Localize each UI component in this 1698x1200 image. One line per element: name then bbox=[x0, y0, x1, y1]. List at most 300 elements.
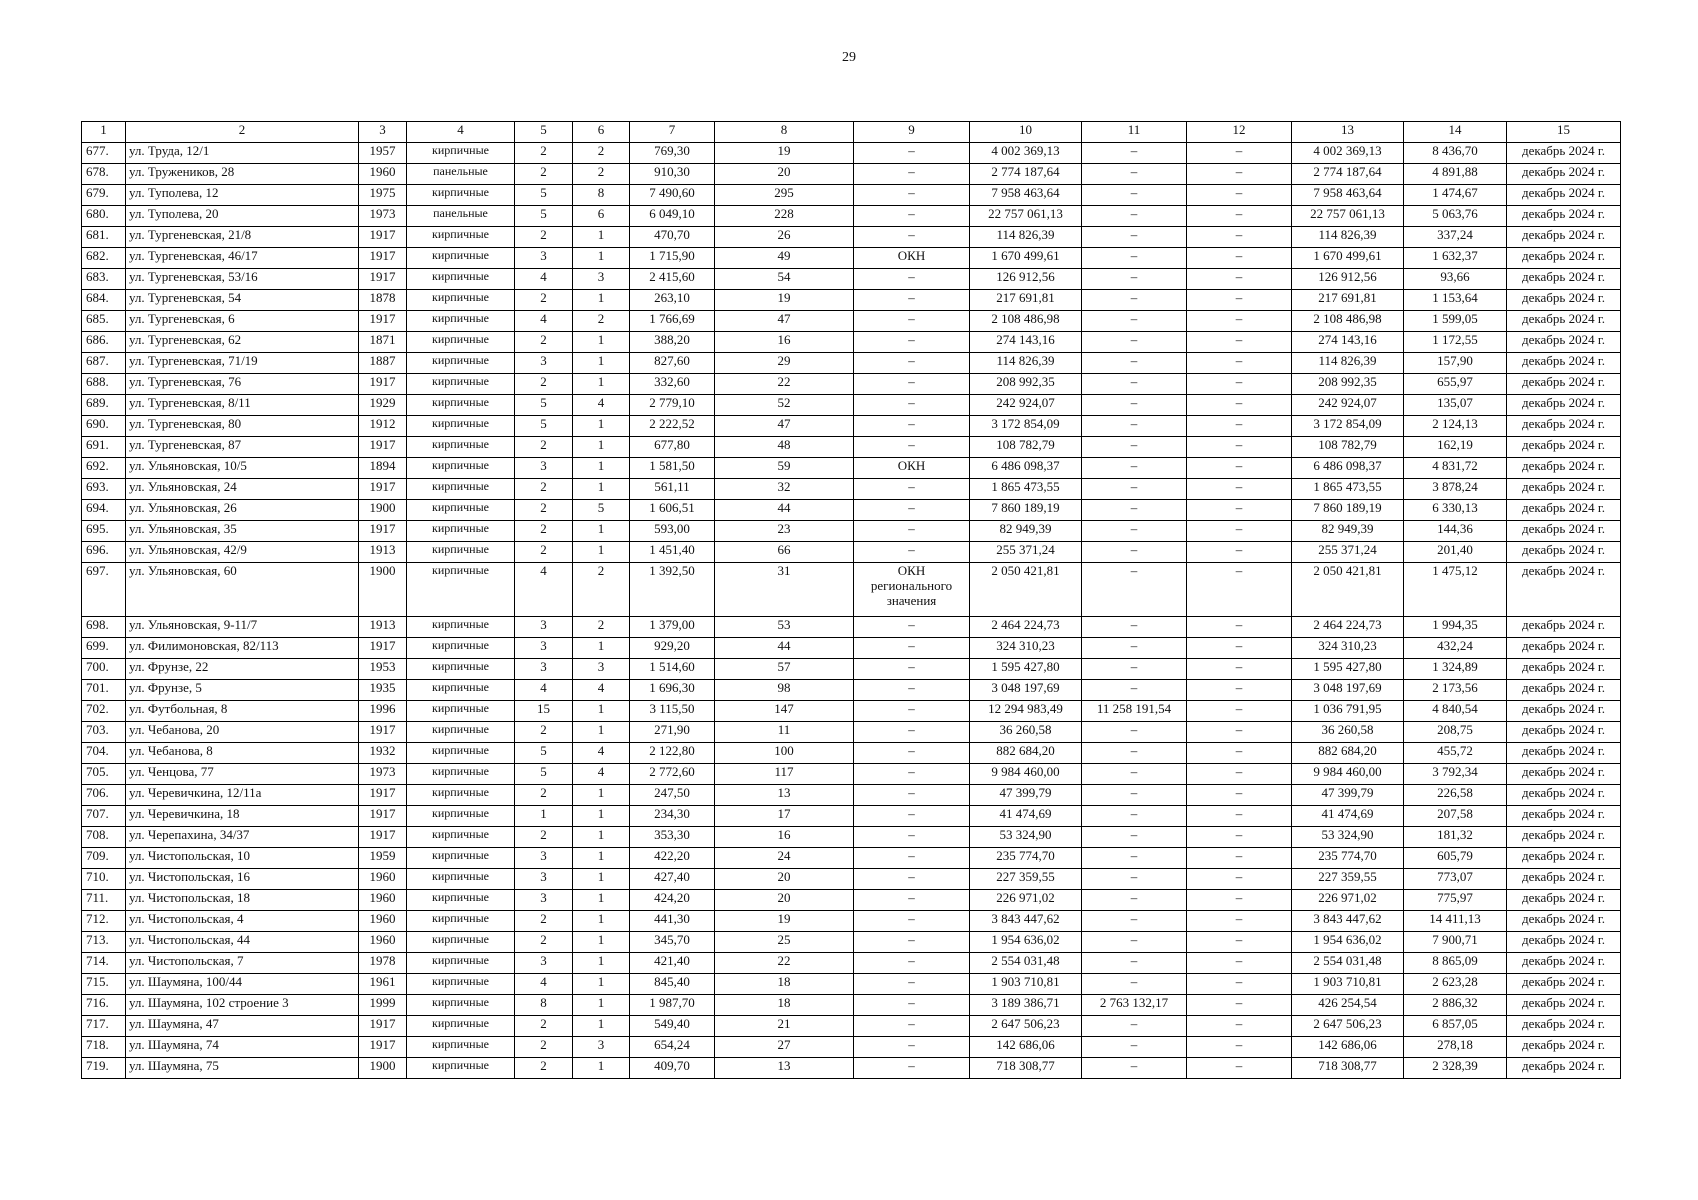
table-row bbox=[82, 206, 1621, 227]
cell-total-cost: 2 050 421,81 bbox=[970, 563, 1082, 617]
cell-year-built: 1917 bbox=[359, 374, 407, 395]
cell-total-cost: 126 912,56 bbox=[970, 269, 1082, 290]
cell-area: 549,40 bbox=[630, 1016, 715, 1037]
cell-year-built: 1929 bbox=[359, 395, 407, 416]
table-row bbox=[82, 185, 1621, 206]
cell-entrances: 3 bbox=[573, 659, 630, 680]
cell-cost-13: 227 359,55 bbox=[1292, 869, 1404, 890]
cell-wall-material: кирпичные bbox=[407, 269, 515, 290]
cell-entrances: 8 bbox=[573, 185, 630, 206]
cell-area: 1 606,51 bbox=[630, 500, 715, 521]
cell-heritage-status: – bbox=[854, 227, 970, 248]
cell-deadline: декабрь 2024 г. bbox=[1507, 332, 1621, 353]
cell-floors: 2 bbox=[515, 479, 573, 500]
cell-cost-11: – bbox=[1082, 500, 1187, 521]
cell-total-cost: 718 308,77 bbox=[970, 1058, 1082, 1079]
cell-area: 421,40 bbox=[630, 953, 715, 974]
cell-cost-13: 3 843 447,62 bbox=[1292, 911, 1404, 932]
cell-area: 910,30 bbox=[630, 164, 715, 185]
cell-deadline: декабрь 2024 г. bbox=[1507, 680, 1621, 701]
cell-cost-12: – bbox=[1187, 353, 1292, 374]
cell-cost-12: – bbox=[1187, 416, 1292, 437]
cell-row-number: 695. bbox=[82, 521, 126, 542]
table-row bbox=[82, 764, 1621, 785]
cell-floors: 2 bbox=[515, 332, 573, 353]
cell-cost-per-unit: 201,40 bbox=[1404, 542, 1507, 563]
cell-cost-12: – bbox=[1187, 743, 1292, 764]
column-header: 11 bbox=[1082, 122, 1187, 143]
cell-residents: 53 bbox=[715, 617, 854, 638]
cell-wall-material: кирпичные bbox=[407, 974, 515, 995]
cell-year-built: 1900 bbox=[359, 563, 407, 617]
cell-entrances: 1 bbox=[573, 995, 630, 1016]
table-row bbox=[82, 227, 1621, 248]
cell-residents: 117 bbox=[715, 764, 854, 785]
cell-address: ул. Черевичкина, 12/11а bbox=[126, 785, 359, 806]
cell-deadline: декабрь 2024 г. bbox=[1507, 479, 1621, 500]
cell-cost-12: – bbox=[1187, 458, 1292, 479]
cell-cost-13: 114 826,39 bbox=[1292, 353, 1404, 374]
cell-heritage-status: – bbox=[854, 785, 970, 806]
cell-address: ул. Тружеников, 28 bbox=[126, 164, 359, 185]
table-row bbox=[82, 638, 1621, 659]
column-header: 1 bbox=[82, 122, 126, 143]
cell-cost-13: 2 050 421,81 bbox=[1292, 563, 1404, 617]
cell-deadline: декабрь 2024 г. bbox=[1507, 164, 1621, 185]
cell-cost-per-unit: 14 411,13 bbox=[1404, 911, 1507, 932]
column-header: 13 bbox=[1292, 122, 1404, 143]
cell-total-cost: 7 860 189,19 bbox=[970, 500, 1082, 521]
cell-wall-material: кирпичные bbox=[407, 143, 515, 164]
cell-entrances: 1 bbox=[573, 437, 630, 458]
cell-cost-per-unit: 7 900,71 bbox=[1404, 932, 1507, 953]
cell-residents: 16 bbox=[715, 332, 854, 353]
cell-address: ул. Чебанова, 8 bbox=[126, 743, 359, 764]
cell-cost-12: – bbox=[1187, 227, 1292, 248]
cell-floors: 2 bbox=[515, 227, 573, 248]
cell-deadline: декабрь 2024 г. bbox=[1507, 911, 1621, 932]
table-row bbox=[82, 164, 1621, 185]
cell-cost-13: 41 474,69 bbox=[1292, 806, 1404, 827]
cell-deadline: декабрь 2024 г. bbox=[1507, 995, 1621, 1016]
cell-row-number: 692. bbox=[82, 458, 126, 479]
cell-total-cost: 7 958 463,64 bbox=[970, 185, 1082, 206]
cell-wall-material: панельные bbox=[407, 206, 515, 227]
cell-heritage-status: – bbox=[854, 974, 970, 995]
cell-cost-per-unit: 1 172,55 bbox=[1404, 332, 1507, 353]
cell-total-cost: 1 903 710,81 bbox=[970, 974, 1082, 995]
cell-residents: 19 bbox=[715, 290, 854, 311]
cell-total-cost: 4 002 369,13 bbox=[970, 143, 1082, 164]
cell-row-number: 713. bbox=[82, 932, 126, 953]
cell-entrances: 4 bbox=[573, 764, 630, 785]
cell-row-number: 681. bbox=[82, 227, 126, 248]
cell-cost-per-unit: 455,72 bbox=[1404, 743, 1507, 764]
cell-wall-material: кирпичные bbox=[407, 479, 515, 500]
cell-wall-material: кирпичные bbox=[407, 806, 515, 827]
cell-address: ул. Тургеневская, 87 bbox=[126, 437, 359, 458]
cell-cost-12: – bbox=[1187, 764, 1292, 785]
cell-residents: 44 bbox=[715, 500, 854, 521]
cell-row-number: 677. bbox=[82, 143, 126, 164]
table-row bbox=[82, 890, 1621, 911]
cell-cost-13: 2 774 187,64 bbox=[1292, 164, 1404, 185]
cell-heritage-status: – bbox=[854, 890, 970, 911]
cell-total-cost: 217 691,81 bbox=[970, 290, 1082, 311]
cell-residents: 22 bbox=[715, 953, 854, 974]
cell-wall-material: панельные bbox=[407, 164, 515, 185]
cell-total-cost: 882 684,20 bbox=[970, 743, 1082, 764]
table-row bbox=[82, 437, 1621, 458]
cell-cost-13: 2 464 224,73 bbox=[1292, 617, 1404, 638]
cell-floors: 3 bbox=[515, 953, 573, 974]
cell-cost-11: – bbox=[1082, 164, 1187, 185]
cell-cost-11: – bbox=[1082, 395, 1187, 416]
column-header: 2 bbox=[126, 122, 359, 143]
cell-address: ул. Тургеневская, 8/11 bbox=[126, 395, 359, 416]
cell-entrances: 1 bbox=[573, 638, 630, 659]
cell-cost-12: – bbox=[1187, 248, 1292, 269]
cell-deadline: декабрь 2024 г. bbox=[1507, 743, 1621, 764]
cell-wall-material: кирпичные bbox=[407, 395, 515, 416]
table-row bbox=[82, 995, 1621, 1016]
cell-heritage-status: – bbox=[854, 932, 970, 953]
cell-area: 1 715,90 bbox=[630, 248, 715, 269]
cell-year-built: 1999 bbox=[359, 995, 407, 1016]
cell-deadline: декабрь 2024 г. bbox=[1507, 458, 1621, 479]
cell-area: 1 392,50 bbox=[630, 563, 715, 617]
cell-cost-per-unit: 135,07 bbox=[1404, 395, 1507, 416]
cell-cost-per-unit: 3 792,34 bbox=[1404, 764, 1507, 785]
cell-cost-12: – bbox=[1187, 638, 1292, 659]
cell-residents: 47 bbox=[715, 416, 854, 437]
cell-heritage-status: – bbox=[854, 638, 970, 659]
cell-deadline: декабрь 2024 г. bbox=[1507, 437, 1621, 458]
cell-cost-11: – bbox=[1082, 227, 1187, 248]
cell-cost-11: – bbox=[1082, 764, 1187, 785]
cell-total-cost: 324 310,23 bbox=[970, 638, 1082, 659]
cell-cost-11: – bbox=[1082, 890, 1187, 911]
cell-cost-12: – bbox=[1187, 332, 1292, 353]
cell-row-number: 696. bbox=[82, 542, 126, 563]
cell-row-number: 716. bbox=[82, 995, 126, 1016]
table-row bbox=[82, 332, 1621, 353]
cell-area: 234,30 bbox=[630, 806, 715, 827]
cell-residents: 31 bbox=[715, 563, 854, 617]
cell-address: ул. Ульяновская, 60 bbox=[126, 563, 359, 617]
cell-heritage-status: – bbox=[854, 722, 970, 743]
cell-floors: 5 bbox=[515, 185, 573, 206]
cell-cost-13: 1 865 473,55 bbox=[1292, 479, 1404, 500]
table-row bbox=[82, 701, 1621, 722]
cell-residents: 18 bbox=[715, 995, 854, 1016]
cell-year-built: 1894 bbox=[359, 458, 407, 479]
cell-heritage-status: – bbox=[854, 269, 970, 290]
cell-total-cost: 53 324,90 bbox=[970, 827, 1082, 848]
cell-address: ул. Филимоновская, 82/113 bbox=[126, 638, 359, 659]
cell-heritage-status: – bbox=[854, 953, 970, 974]
cell-row-number: 684. bbox=[82, 290, 126, 311]
cell-area: 1 581,50 bbox=[630, 458, 715, 479]
cell-cost-11: – bbox=[1082, 437, 1187, 458]
cell-entrances: 1 bbox=[573, 848, 630, 869]
cell-cost-12: – bbox=[1187, 953, 1292, 974]
cell-total-cost: 2 647 506,23 bbox=[970, 1016, 1082, 1037]
cell-cost-12: – bbox=[1187, 659, 1292, 680]
cell-area: 2 779,10 bbox=[630, 395, 715, 416]
cell-heritage-status: – bbox=[854, 206, 970, 227]
cell-floors: 3 bbox=[515, 869, 573, 890]
cell-heritage-status: – bbox=[854, 743, 970, 764]
cell-cost-per-unit: 2 173,56 bbox=[1404, 680, 1507, 701]
cell-cost-per-unit: 1 994,35 bbox=[1404, 617, 1507, 638]
cell-entrances: 3 bbox=[573, 1037, 630, 1058]
cell-residents: 228 bbox=[715, 206, 854, 227]
cell-floors: 2 bbox=[515, 542, 573, 563]
column-header: 12 bbox=[1187, 122, 1292, 143]
table-row bbox=[82, 722, 1621, 743]
cell-residents: 32 bbox=[715, 479, 854, 500]
cell-row-number: 719. bbox=[82, 1058, 126, 1079]
cell-total-cost: 226 971,02 bbox=[970, 890, 1082, 911]
cell-row-number: 680. bbox=[82, 206, 126, 227]
cell-address: ул. Туполева, 20 bbox=[126, 206, 359, 227]
cell-row-number: 693. bbox=[82, 479, 126, 500]
cell-residents: 57 bbox=[715, 659, 854, 680]
cell-area: 593,00 bbox=[630, 521, 715, 542]
cell-floors: 3 bbox=[515, 659, 573, 680]
cell-total-cost: 1 954 636,02 bbox=[970, 932, 1082, 953]
cell-row-number: 715. bbox=[82, 974, 126, 995]
column-header: 8 bbox=[715, 122, 854, 143]
cell-cost-per-unit: 207,58 bbox=[1404, 806, 1507, 827]
cell-deadline: декабрь 2024 г. bbox=[1507, 206, 1621, 227]
column-header: 10 bbox=[970, 122, 1082, 143]
cell-total-cost: 227 359,55 bbox=[970, 869, 1082, 890]
cell-floors: 2 bbox=[515, 374, 573, 395]
cell-wall-material: кирпичные bbox=[407, 722, 515, 743]
cell-cost-12: – bbox=[1187, 290, 1292, 311]
cell-year-built: 1960 bbox=[359, 164, 407, 185]
cell-cost-11: – bbox=[1082, 743, 1187, 764]
cell-address: ул. Чебанова, 20 bbox=[126, 722, 359, 743]
cell-heritage-status: – bbox=[854, 659, 970, 680]
cell-deadline: декабрь 2024 г. bbox=[1507, 638, 1621, 659]
cell-cost-11: – bbox=[1082, 374, 1187, 395]
cell-cost-per-unit: 6 857,05 bbox=[1404, 1016, 1507, 1037]
cell-total-cost: 3 189 386,71 bbox=[970, 995, 1082, 1016]
cell-cost-12: – bbox=[1187, 1037, 1292, 1058]
cell-cost-12: – bbox=[1187, 521, 1292, 542]
cell-cost-per-unit: 1 153,64 bbox=[1404, 290, 1507, 311]
cell-row-number: 685. bbox=[82, 311, 126, 332]
cell-wall-material: кирпичные bbox=[407, 995, 515, 1016]
cell-cost-12: – bbox=[1187, 974, 1292, 995]
cell-address: ул. Ульяновская, 42/9 bbox=[126, 542, 359, 563]
cell-heritage-status: – bbox=[854, 869, 970, 890]
cell-heritage-status: – bbox=[854, 764, 970, 785]
cell-address: ул. Чистопольская, 44 bbox=[126, 932, 359, 953]
cell-cost-13: 2 647 506,23 bbox=[1292, 1016, 1404, 1037]
cell-deadline: декабрь 2024 г. bbox=[1507, 848, 1621, 869]
cell-year-built: 1917 bbox=[359, 521, 407, 542]
cell-residents: 44 bbox=[715, 638, 854, 659]
cell-residents: 295 bbox=[715, 185, 854, 206]
table-row bbox=[82, 395, 1621, 416]
cell-cost-11: – bbox=[1082, 869, 1187, 890]
cell-heritage-status: – bbox=[854, 680, 970, 701]
cell-deadline: декабрь 2024 г. bbox=[1507, 722, 1621, 743]
cell-wall-material: кирпичные bbox=[407, 227, 515, 248]
cell-floors: 5 bbox=[515, 743, 573, 764]
cell-address: ул. Чистопольская, 7 bbox=[126, 953, 359, 974]
table-row bbox=[82, 1016, 1621, 1037]
cell-year-built: 1960 bbox=[359, 869, 407, 890]
cell-wall-material: кирпичные bbox=[407, 458, 515, 479]
cell-wall-material: кирпичные bbox=[407, 290, 515, 311]
cell-total-cost: 142 686,06 bbox=[970, 1037, 1082, 1058]
table-row bbox=[82, 848, 1621, 869]
cell-cost-11: – bbox=[1082, 806, 1187, 827]
cell-wall-material: кирпичные bbox=[407, 500, 515, 521]
table-row bbox=[82, 143, 1621, 164]
cell-total-cost: 3 843 447,62 bbox=[970, 911, 1082, 932]
table-row bbox=[82, 743, 1621, 764]
cell-cost-per-unit: 162,19 bbox=[1404, 437, 1507, 458]
cell-residents: 17 bbox=[715, 806, 854, 827]
cell-cost-per-unit: 2 124,13 bbox=[1404, 416, 1507, 437]
cell-area: 470,70 bbox=[630, 227, 715, 248]
cell-cost-11: – bbox=[1082, 143, 1187, 164]
cell-row-number: 679. bbox=[82, 185, 126, 206]
cell-heritage-status: – bbox=[854, 437, 970, 458]
cell-entrances: 1 bbox=[573, 1058, 630, 1079]
cell-cost-12: – bbox=[1187, 185, 1292, 206]
cell-deadline: декабрь 2024 г. bbox=[1507, 521, 1621, 542]
cell-cost-12: – bbox=[1187, 500, 1292, 521]
cell-cost-13: 208 992,35 bbox=[1292, 374, 1404, 395]
cell-address: ул. Тургеневская, 53/16 bbox=[126, 269, 359, 290]
cell-row-number: 699. bbox=[82, 638, 126, 659]
cell-address: ул. Шаумяна, 47 bbox=[126, 1016, 359, 1037]
cell-cost-11: – bbox=[1082, 617, 1187, 638]
cell-cost-13: 718 308,77 bbox=[1292, 1058, 1404, 1079]
cell-year-built: 1917 bbox=[359, 1037, 407, 1058]
cell-floors: 3 bbox=[515, 248, 573, 269]
cell-address: ул. Ульяновская, 24 bbox=[126, 479, 359, 500]
cell-cost-12: – bbox=[1187, 542, 1292, 563]
cell-cost-13: 47 399,79 bbox=[1292, 785, 1404, 806]
cell-residents: 48 bbox=[715, 437, 854, 458]
cell-row-number: 708. bbox=[82, 827, 126, 848]
cell-year-built: 1917 bbox=[359, 1016, 407, 1037]
cell-heritage-status: – bbox=[854, 1016, 970, 1037]
cell-heritage-status: ОКН bbox=[854, 248, 970, 269]
cell-cost-11: – bbox=[1082, 311, 1187, 332]
cell-address: ул. Тургеневская, 71/19 bbox=[126, 353, 359, 374]
cell-area: 422,20 bbox=[630, 848, 715, 869]
cell-cost-11: 11 258 191,54 bbox=[1082, 701, 1187, 722]
cell-year-built: 1960 bbox=[359, 890, 407, 911]
cell-cost-13: 1 036 791,95 bbox=[1292, 701, 1404, 722]
cell-deadline: декабрь 2024 г. bbox=[1507, 311, 1621, 332]
cell-heritage-status: – bbox=[854, 185, 970, 206]
cell-cost-per-unit: 226,58 bbox=[1404, 785, 1507, 806]
table-row bbox=[82, 680, 1621, 701]
cell-heritage-status: – bbox=[854, 395, 970, 416]
cell-floors: 3 bbox=[515, 890, 573, 911]
cell-residents: 147 bbox=[715, 701, 854, 722]
cell-heritage-status: – bbox=[854, 521, 970, 542]
cell-row-number: 687. bbox=[82, 353, 126, 374]
cell-entrances: 6 bbox=[573, 206, 630, 227]
column-header: 5 bbox=[515, 122, 573, 143]
cell-floors: 5 bbox=[515, 206, 573, 227]
cell-deadline: декабрь 2024 г. bbox=[1507, 1016, 1621, 1037]
cell-entrances: 1 bbox=[573, 869, 630, 890]
cell-floors: 5 bbox=[515, 395, 573, 416]
cell-deadline: декабрь 2024 г. bbox=[1507, 269, 1621, 290]
cell-entrances: 1 bbox=[573, 248, 630, 269]
cell-year-built: 1953 bbox=[359, 659, 407, 680]
cell-cost-13: 324 310,23 bbox=[1292, 638, 1404, 659]
cell-year-built: 1900 bbox=[359, 1058, 407, 1079]
cell-cost-per-unit: 6 330,13 bbox=[1404, 500, 1507, 521]
cell-area: 1 379,00 bbox=[630, 617, 715, 638]
cell-entrances: 1 bbox=[573, 911, 630, 932]
cell-address: ул. Чистопольская, 4 bbox=[126, 911, 359, 932]
cell-wall-material: кирпичные bbox=[407, 911, 515, 932]
table-row bbox=[82, 269, 1621, 290]
cell-address: ул. Ульяновская, 9-11/7 bbox=[126, 617, 359, 638]
cell-year-built: 1975 bbox=[359, 185, 407, 206]
cell-cost-per-unit: 3 878,24 bbox=[1404, 479, 1507, 500]
table-row bbox=[82, 500, 1621, 521]
cell-area: 845,40 bbox=[630, 974, 715, 995]
cell-row-number: 694. bbox=[82, 500, 126, 521]
cell-wall-material: кирпичные bbox=[407, 1037, 515, 1058]
cell-entrances: 4 bbox=[573, 743, 630, 764]
cell-residents: 47 bbox=[715, 311, 854, 332]
cell-heritage-status: – bbox=[854, 806, 970, 827]
cell-entrances: 1 bbox=[573, 374, 630, 395]
cell-cost-11: – bbox=[1082, 911, 1187, 932]
table-row bbox=[82, 974, 1621, 995]
cell-entrances: 2 bbox=[573, 143, 630, 164]
cell-total-cost: 274 143,16 bbox=[970, 332, 1082, 353]
cell-address: ул. Черевичкина, 18 bbox=[126, 806, 359, 827]
cell-year-built: 1913 bbox=[359, 617, 407, 638]
cell-heritage-status: ОКН bbox=[854, 458, 970, 479]
cell-floors: 2 bbox=[515, 1037, 573, 1058]
cell-address: ул. Труда, 12/1 bbox=[126, 143, 359, 164]
cell-cost-13: 53 324,90 bbox=[1292, 827, 1404, 848]
cell-cost-12: – bbox=[1187, 911, 1292, 932]
cell-row-number: 697. bbox=[82, 563, 126, 617]
cell-area: 427,40 bbox=[630, 869, 715, 890]
cell-entrances: 3 bbox=[573, 269, 630, 290]
cell-year-built: 1917 bbox=[359, 311, 407, 332]
cell-floors: 2 bbox=[515, 911, 573, 932]
cell-total-cost: 1 595 427,80 bbox=[970, 659, 1082, 680]
cell-row-number: 718. bbox=[82, 1037, 126, 1058]
cell-wall-material: кирпичные bbox=[407, 890, 515, 911]
cell-floors: 1 bbox=[515, 806, 573, 827]
cell-year-built: 1912 bbox=[359, 416, 407, 437]
cell-cost-12: – bbox=[1187, 164, 1292, 185]
cell-residents: 27 bbox=[715, 1037, 854, 1058]
cell-cost-13: 3 048 197,69 bbox=[1292, 680, 1404, 701]
